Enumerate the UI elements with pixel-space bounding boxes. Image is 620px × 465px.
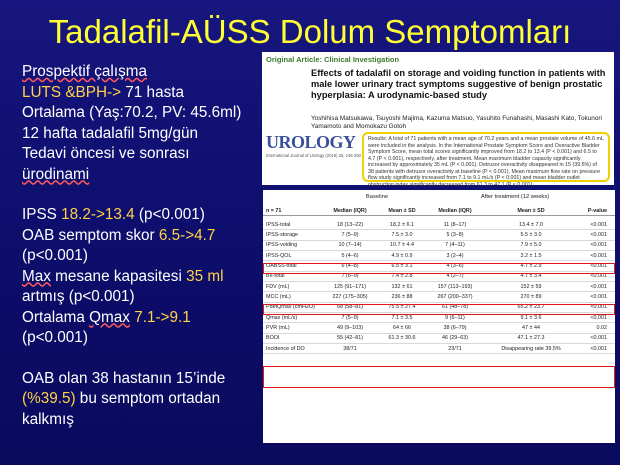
table-cell-s1: 18.2 ± 6.1: [390, 221, 414, 228]
table-row: [263, 282, 615, 292]
table-header-row: n = 71 Median (IQR) Mean ± SD Median (IQR) Mean ± SD P-value: [263, 206, 615, 216]
table-cell-s2: 47 ± 44: [522, 325, 540, 332]
table-cell-name: OABSS-total: [266, 262, 297, 269]
table-cell-m1: 18 (13–22): [336, 221, 364, 228]
table-row: [263, 344, 615, 354]
header-baseline: Baseline: [365, 194, 389, 200]
line-do-gone: kalkmış: [22, 410, 74, 428]
table-cell-s2: 5.5 ± 3.0: [520, 231, 542, 238]
table-cell-m2: 46 (29–63): [441, 335, 469, 342]
table-cell-m2: 7 (4–11): [445, 242, 465, 249]
summary-text: [22, 62, 267, 430]
table-cell-m2: 9 (6–11): [445, 314, 465, 321]
table-cell-p: <0.001: [590, 335, 607, 342]
table-cell-name: IPSS-storage: [266, 231, 299, 238]
table-cell-m1: 5 (4–6): [341, 252, 359, 259]
table-cell-name: Incidence of DO: [266, 345, 305, 352]
table-cell-m1: 68 (58–81): [336, 304, 364, 311]
table-cell-s2: 270 ± 89: [520, 294, 542, 301]
line-do-percent: (%39.5) bu semptom ortadan: [22, 390, 221, 407]
table-cell-m1: 6 (4–8): [341, 262, 359, 269]
slide-title: Tadalafil-AÜSS Dolum Semptomları: [48, 13, 572, 50]
table-cell-name: MCC (mL): [266, 294, 291, 301]
table-cell-s2: 47.1 ± 27.3: [517, 335, 545, 342]
line-dose: 12 hafta tadalafil 5mg/gün: [22, 124, 199, 142]
table-cell-name: PdetQmax (cmH2O): [266, 304, 315, 311]
article-authors: Yoshihisa Matsukawa, Tsuyoshi Majima, Kazuma Matsuo, Yasuhito Funahashi, Masashi Kato, Tokunori Yamamoto and Momokazu Gotoh: [311, 115, 602, 130]
results-table: [263, 190, 615, 443]
line-ipss: IPSS 18.2->13.4 (p<0.001): [22, 206, 205, 223]
table-cell-m1: 7 (6–9): [341, 273, 359, 280]
table-cell-s2: 152 ± 59: [520, 283, 542, 290]
table-cell-s2: Disappearing rate 39.5%: [501, 345, 561, 352]
table-cell-s2: 3.2 ± 1.5: [520, 252, 542, 259]
table-cell-m1: 7 (5–9): [341, 314, 359, 321]
table-row: [263, 334, 615, 344]
table-cell-p: <0.001: [590, 294, 607, 301]
line-max-increase: artmış (p<0.001): [22, 288, 135, 305]
table-row: [263, 230, 615, 240]
table-cell-p: <0.001: [590, 221, 607, 228]
table-row: [263, 251, 615, 261]
table-cell-s1: 6.5 ± 3.1: [391, 262, 413, 269]
table-row: [263, 220, 615, 230]
table-cell-m1: 49 (9–103): [336, 325, 364, 332]
table-cell-p: <0.001: [590, 262, 607, 269]
table-cell-p: <0.001: [590, 242, 607, 249]
table-cell-m1: 10 (7–14): [338, 242, 362, 249]
table-cell-p: <0.001: [590, 304, 607, 311]
table-cell-m2: 38 (6–79): [443, 325, 467, 332]
table-cell-s2: 4.7 ± 2.9: [520, 262, 542, 269]
table-cell-s2: 9.1 ± 3.6: [520, 314, 542, 321]
table-cell-s1: 4.9 ± 0.9: [391, 252, 413, 259]
table-cell-m1: 55 (42–81): [336, 335, 364, 342]
table-cell-s2: 65.2 ± 23.7: [517, 304, 545, 311]
table-cell-name: BII-total: [266, 273, 285, 280]
table-row: [263, 324, 615, 334]
table-cell-s1: 132 ± 61: [391, 283, 413, 290]
table-cell-name: IPSS-voiding: [266, 242, 298, 249]
line-qmax-p: (p<0.001): [22, 329, 88, 346]
table-cell-name: Qmax (mL/s): [266, 314, 298, 321]
table-cell-p: 0.02: [596, 325, 607, 332]
table-cell-name: IPSS-total: [266, 221, 291, 228]
highlight-box-oabss: [263, 304, 615, 315]
line-max-capacity: Max mesane kapasitesi 35 ml: [22, 267, 224, 285]
table-cell-s1: 7.1 ± 3.5: [391, 314, 413, 321]
line-before-after: Tedavi öncesi ve sonrası: [22, 145, 190, 162]
table-cell-p: <0.001: [590, 314, 607, 321]
table-cell-s2: 4.7 ± 3.4: [520, 273, 542, 280]
table-cell-m2: 4 (2–7): [446, 273, 464, 280]
article-title: Effects of tadalafil on storage and voiding function in patients with male lower urinary tract symptoms suggestive of benign prostatic hyperplasia: A urodynamic-based study: [311, 68, 606, 100]
table-cell-m1: 227 (175–305): [332, 294, 368, 301]
article-abstract: Results: A total of 71 patients with a mean age of 70.2 years and a mean prostate volume of 45.6 mL were included in the analysis. In the International Prostate Symptom Score and Overactive Bladder Symptom Score, mean total scores significantly improved from 18.2 to 13.4 (P < 0.001) and 6.5 to 4.7 (P < 0.001), respectively, after treatment. Mean maximum bladder capacity significantly increased by approximately 35 mL (P < 0.001). Detrusor overactivity disappeared in 15 (39.5%) of 38 patients with detrusor overactivity at baseline (P < 0.001). Mean maximum flow rate on pressure flow study significantly increased from 7.1 to 9.1 mL/s (P < 0.001) and mean bladder outlet obstruction index significantly decreased from 61.3 to 47.1 (P < 0.001).: [362, 132, 610, 182]
table-cell-m2: 61 (48–78): [441, 304, 469, 311]
table-cell-m2: 4 (3–6): [446, 262, 464, 269]
table-cell-s1: 7.4 ± 2.8: [391, 273, 413, 280]
table-cell-p: <0.001: [590, 283, 607, 290]
table-cell-name: BOOI: [266, 335, 280, 342]
table-cell-m2: 23/71: [448, 345, 462, 352]
table-cell-m1: 7 (5–9): [341, 231, 359, 238]
table-row: [263, 241, 615, 251]
line-oab-p: (p<0.001): [22, 247, 88, 264]
article-excerpt: [262, 52, 614, 188]
table-cell-m1: 125 (91–171): [333, 283, 367, 290]
table-cell-p: <0.001: [590, 231, 607, 238]
table-cell-p: <0.001: [590, 252, 607, 259]
table-cell-p: <0.001: [590, 345, 607, 352]
line-patients: LUTS &BPH-> 71 hasta: [22, 83, 184, 101]
journal-logo: UROLOGY International Journal of Urology (2018) 25, 246-250: [266, 132, 361, 158]
table-cell-m2: 3 (2–4): [446, 252, 464, 259]
table-cell-m2: 267 (200–337): [437, 294, 473, 301]
table-cell-name: PVR (mL): [266, 325, 290, 332]
line-study-type: Prospektif çalışma: [22, 63, 147, 80]
table-cell-s2: 7.9 ± 5.0: [520, 242, 542, 249]
table-cell-m2: 157 (113–193): [437, 283, 473, 290]
table-cell-s1: 7.5 ± 3.0: [391, 231, 413, 238]
table-cell-s1: 64 ± 66: [393, 325, 411, 332]
line-urodynamics: ürodinami: [22, 165, 90, 183]
table-cell-m2: 5 (3–8): [446, 231, 464, 238]
table-cell-m2: 11 (8–17): [443, 221, 467, 228]
table-cell-s2: 13.4 ± 7.0: [519, 221, 543, 228]
table-row: [263, 292, 615, 302]
line-mean-age: Ortalama (Yaş:70.2, PV: 45.6ml): [22, 104, 242, 121]
table-cell-name: FDV (mL): [266, 283, 290, 290]
article-kind: Original Article: Clinical Investigation: [266, 55, 400, 64]
header-after: After treatment (12 weeks): [480, 194, 550, 200]
table-cell-s1: 61.3 ± 30.6: [388, 335, 416, 342]
table-cell-p: <0.001: [590, 273, 607, 280]
line-oab: OAB semptom skor 6.5->4.7: [22, 226, 216, 244]
table-cell-s1: 75.5 ± 27.4: [388, 304, 416, 311]
table-cell-s1: 10.7 ± 4.4: [390, 242, 414, 249]
table-cell-name: IPSS-QOL: [266, 252, 292, 259]
highlight-box-ipss-storage: [263, 263, 615, 274]
table-cell-s1: 236 ± 88: [391, 294, 413, 301]
table-cell-m1: 38/71: [343, 345, 357, 352]
line-do-resolved: OAB olan 38 hastanın 15’inde: [22, 369, 226, 387]
highlight-box-qmax-pvr: [263, 366, 615, 388]
line-qmax: Ortalama Qmax 7.1->9.1: [22, 308, 191, 326]
